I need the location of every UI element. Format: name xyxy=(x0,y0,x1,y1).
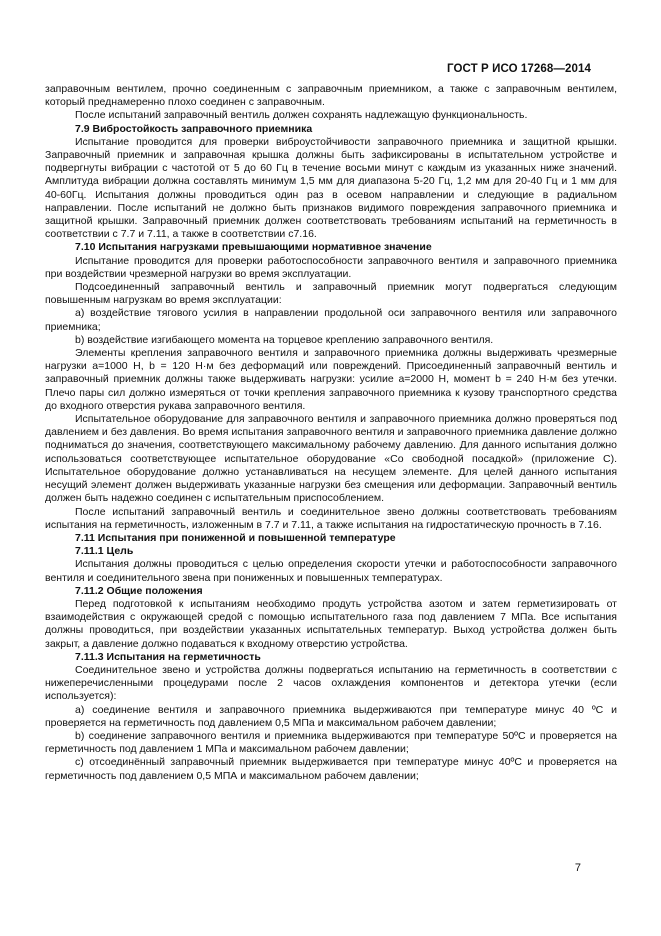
paragraph: a) соединение вентиля и заправочного приемника выдерживаются при температуре минус 40 ºС и проверяется на герметичность под давлением 0,5 МПа и максимальном рабочем давлении; xyxy=(45,703,617,729)
section-heading: 7.11 Испытания при пониженной и повышенной температуре xyxy=(75,531,396,544)
document-body xyxy=(45,83,617,783)
paragraph: Испытания должны проводиться с целью определения скорости утечки и работоспособности заправочного вентиля и соединительного звена при пониженных и повышенных температурах. xyxy=(45,558,617,584)
paragraph: Испытание проводится для проверки виброустойчивости заправочного приемника и защитной крышки. Заправочный приемник и заправочная крышка должны быть зафиксированы в испытательном устройстве и подвергнуты вибрации с частотой от 5 до 60 Гц в течение восьми минут с каждым из указанных ниже значений. Амплитуда вибрации должна составлять минимум 1,5 мм для диапазона 5-20 Гц, 1,2 мм для 20-40 Гц и 1 мм для 40-60Гц. Испытания должны проводиться один раз в осевом направлении и следующие в радиальном направлении. После испытаний не должно быть признаков видимого повреждения заправочного приемника и защитной крышки. Заправочный приемник должен соответствовать требованиям испытаний на герметичность в соответствии с 7.7 и 7.11, а также в соответствии с7.16. xyxy=(45,135,617,241)
paragraph: a) воздействие тягового усилия в направлении продольной оси заправочного вентиля или заправочного приемника; xyxy=(45,307,617,333)
paragraph: Испытание проводится для проверки работоспособности заправочного вентиля и заправочного приемника при воздействии чрезмерной нагрузки во время эксплуатации. xyxy=(45,254,617,280)
paragraph: Соединительное звено и устройства должны подвергаться испытанию на герметичность в соответствии с нижеперечисленными процедурами после 2 часов охлаждения компонентов и детектора утечки (если используется): xyxy=(45,663,617,703)
paragraph: Испытательное оборудование для заправочного вентиля и заправочного приемника должно проверяться под давлением и без давления. Во время испытания заправочного вентиля и заправочного приемника давление должно подниматься до значения, соответствующего максимальному рабочему давлению. Для данного испытания должно использоваться соответствующее испытательное оборудование «Со свободной посадкой» (приложение С). Испытательное оборудование должно устанавливаться на несущем элементе. Для целей данного испытания несущий элемент должен выдерживать указанные нагрузки без смещения или деформации. Заправочный вентиль должен быть надежно соединен с испытательным приспособлением. xyxy=(45,413,617,505)
paragraph: Перед подготовкой к испытаниям необходимо продуть устройства азотом и затем герметизировать от взаимодействия с окружающей средой с помощью испытательного газа под давлением 7 МПа. Все испытания должны проводиться, при воздействии указанных испытательных температур. Выход устройства должен быть закрыт, а давление должно подаваться к входному отверстию устройства. xyxy=(45,597,617,650)
paragraph: заправочным вентилем, прочно соединенным с заправочным приемником, а также с заправочным вентилем, который преднамеренно плохо соединен с заправочным. xyxy=(45,83,617,109)
paragraph: После испытаний заправочный вентиль и соединительное звено должны соответствовать требованиям испытания на герметичность, изложенным в 7.7 и 7.11, а также испытания на гидростатическую прочность в 7.16. xyxy=(45,505,617,531)
section-heading: 7.11.1 Цель xyxy=(75,545,134,558)
section-heading: 7.11.2 Общие положения xyxy=(75,584,203,597)
paragraph: Подсоединенный заправочный вентиль и заправочный приемник могут подвергаться следующим повышенным нагрузкам во время эксплуатации: xyxy=(45,281,617,307)
paragraph: c) отсоединённый заправочный приемник выдерживается при температуре минус 40ºС и проверяется на герметичность под давлением 0,5 МПА и максимальном рабочем давлении; xyxy=(45,756,617,782)
section-heading: 7.11.3 Испытания на герметичность xyxy=(75,650,261,663)
page-number: 7 xyxy=(574,862,581,874)
document-header: ГОСТ Р ИСО 17268—2014 xyxy=(446,63,591,75)
paragraph: После испытаний заправочный вентиль должен сохранять надлежащую функциональность. xyxy=(75,109,528,122)
paragraph: Элементы крепления заправочного вентиля и заправочного приемника должны выдерживать чрезмерные нагрузки a=1000 Н, b = 120 Н·м без деформаций или повреждений. Присоединенный заправочный вентиль и заправочный приемник должны также выдерживать нагрузки: усилие a=2000 Н, момент b = 240 Н·м без утечки. Плечо пары сил должно измеряться от точки крепления заправочного приемника к кузову транспортного средства до входного отверстия рукава заправочного вентиля. xyxy=(45,347,617,412)
paragraph: b) соединение заправочного вентиля и приемника выдерживаются при температуре 50ºС и проверяется на герметичность под давлением 1 МПа и максимальном рабочем давлении; xyxy=(45,729,617,756)
paragraph: b) воздействие изгибающего момента на торцевое креплению заправочного вентиля. xyxy=(75,333,494,346)
section-heading: 7.9 Вибростойкость заправочного приемника xyxy=(75,122,313,135)
section-heading: 7.10 Испытания нагрузками превышающими нормативное значение xyxy=(75,241,432,254)
